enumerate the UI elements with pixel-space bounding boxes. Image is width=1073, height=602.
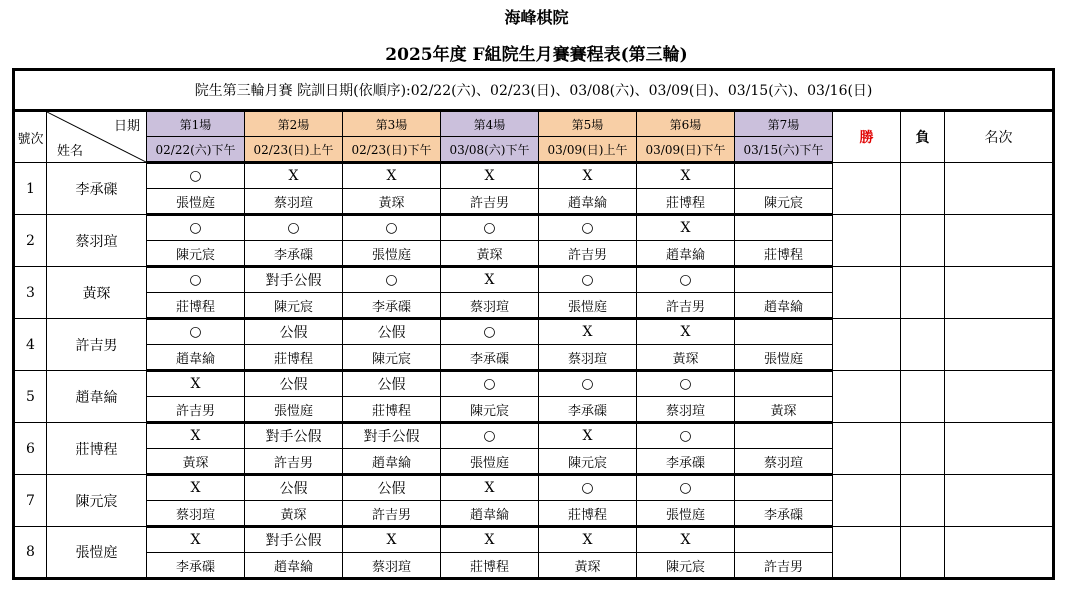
match-result <box>735 475 833 501</box>
match-result: ○ <box>343 267 441 293</box>
match-result: ○ <box>147 163 245 189</box>
opponent-name: 陳元宸 <box>147 241 245 267</box>
match-result: X <box>147 423 245 449</box>
schedule-subtitle: 2025年度 F組院生月賽賽程表(第三輪) <box>385 45 688 65</box>
rank-cell <box>945 423 1054 475</box>
match-result: ○ <box>147 319 245 345</box>
match-result: X <box>539 527 637 553</box>
opponent-name: 蔡羽瑄 <box>539 345 637 371</box>
match-result: X <box>539 319 637 345</box>
match-result <box>735 371 833 397</box>
match-result: ○ <box>637 475 735 501</box>
opponent-name: 黃琛 <box>441 241 539 267</box>
player-name: 陳元宸 <box>47 475 147 527</box>
match-result: ○ <box>147 267 245 293</box>
rank-cell <box>945 163 1054 215</box>
round-date: 03/09(日)上午 <box>539 137 637 163</box>
wins-cell <box>833 163 901 215</box>
opponent-name: 張愷庭 <box>539 293 637 319</box>
losses-cell <box>901 319 945 371</box>
round-date: 03/15(六)下午 <box>735 137 833 163</box>
losses-cell <box>901 371 945 423</box>
opponent-name: 許吉男 <box>539 241 637 267</box>
opponent-name: 陳元宸 <box>735 189 833 215</box>
opponent-name: 黃琛 <box>735 397 833 423</box>
wins-cell <box>833 475 901 527</box>
match-result: ○ <box>637 423 735 449</box>
match-result: 公假 <box>343 475 441 501</box>
player-number: 3 <box>14 267 47 319</box>
opponent-name: 李承磲 <box>245 241 343 267</box>
match-result: ○ <box>441 319 539 345</box>
losses-header: 負 <box>901 111 945 163</box>
rank-cell <box>945 215 1054 267</box>
player-name: 莊博程 <box>47 423 147 475</box>
wins-cell <box>833 371 901 423</box>
round-label: 第5場 <box>539 111 637 137</box>
rank-cell <box>945 527 1054 579</box>
wins-cell <box>833 527 901 579</box>
opponent-name: 李承磲 <box>735 501 833 527</box>
opponent-name: 趙韋綸 <box>735 293 833 319</box>
player-number: 4 <box>14 319 47 371</box>
match-result: ○ <box>441 215 539 241</box>
round-label: 第6場 <box>637 111 735 137</box>
opponent-name: 蔡羽瑄 <box>343 553 441 579</box>
round-label: 第2場 <box>245 111 343 137</box>
opponent-name: 莊博程 <box>539 501 637 527</box>
rank-cell <box>945 475 1054 527</box>
losses-cell <box>901 215 945 267</box>
opponent-name: 趙韋綸 <box>147 345 245 371</box>
opponent-name: 趙韋綸 <box>637 241 735 267</box>
match-result: 對手公假 <box>343 423 441 449</box>
rank-cell <box>945 371 1054 423</box>
opponent-name: 莊博程 <box>147 293 245 319</box>
match-result <box>735 215 833 241</box>
player-number: 6 <box>14 423 47 475</box>
losses-cell <box>901 267 945 319</box>
match-result: X <box>343 527 441 553</box>
match-result: X <box>637 163 735 189</box>
losses-cell <box>901 163 945 215</box>
player-name: 趙韋綸 <box>47 371 147 423</box>
opponent-name: 黃琛 <box>343 189 441 215</box>
player-name: 許吉男 <box>47 319 147 371</box>
match-result: ○ <box>539 267 637 293</box>
match-result: X <box>637 319 735 345</box>
round-label: 第7場 <box>735 111 833 137</box>
opponent-name: 趙韋綸 <box>245 553 343 579</box>
opponent-name: 蔡羽瑄 <box>735 449 833 475</box>
player-name: 蔡羽瑄 <box>47 215 147 267</box>
opponent-name: 陳元宸 <box>637 553 735 579</box>
rank-header: 名次 <box>945 111 1054 163</box>
match-result: ○ <box>539 475 637 501</box>
round-date: 02/23(日)上午 <box>245 137 343 163</box>
match-result: X <box>441 475 539 501</box>
round-date: 02/23(日)下午 <box>343 137 441 163</box>
name-label: 姓名 <box>57 144 84 159</box>
date-name-header <box>47 111 147 163</box>
match-result <box>735 267 833 293</box>
page-title: 海峰棋院 <box>504 8 569 27</box>
opponent-name: 張愷庭 <box>637 501 735 527</box>
wins-cell <box>833 319 901 371</box>
opponent-name: 陳元宸 <box>343 345 441 371</box>
player-name: 張愷庭 <box>47 527 147 579</box>
match-result: 公假 <box>245 475 343 501</box>
opponent-name: 陳元宸 <box>245 293 343 319</box>
match-result: ○ <box>441 423 539 449</box>
player-name: 黃琛 <box>47 267 147 319</box>
player-number: 2 <box>14 215 47 267</box>
wins-cell <box>833 423 901 475</box>
match-result: X <box>539 423 637 449</box>
match-result: X <box>245 163 343 189</box>
match-result: X <box>147 527 245 553</box>
round-label: 第4場 <box>441 111 539 137</box>
player-name: 李承磲 <box>47 163 147 215</box>
opponent-name: 陳元宸 <box>539 449 637 475</box>
losses-cell <box>901 475 945 527</box>
opponent-name: 蔡羽瑄 <box>441 293 539 319</box>
match-result: ○ <box>343 215 441 241</box>
opponent-name: 許吉男 <box>441 189 539 215</box>
opponent-name: 張愷庭 <box>735 345 833 371</box>
match-result: X <box>441 527 539 553</box>
schedule-table <box>12 68 1055 580</box>
match-result: 公假 <box>343 371 441 397</box>
match-result: 對手公假 <box>245 527 343 553</box>
match-result <box>735 319 833 345</box>
opponent-name: 蔡羽瑄 <box>245 189 343 215</box>
round-label: 第1場 <box>147 111 245 137</box>
match-result: ○ <box>637 267 735 293</box>
match-result: 公假 <box>245 371 343 397</box>
match-result: ○ <box>245 215 343 241</box>
opponent-name: 許吉男 <box>245 449 343 475</box>
opponent-name: 黃琛 <box>637 345 735 371</box>
opponent-name: 莊博程 <box>343 397 441 423</box>
player-number: 1 <box>14 163 47 215</box>
opponent-name: 莊博程 <box>441 553 539 579</box>
opponent-name: 張愷庭 <box>147 189 245 215</box>
opponent-name: 許吉男 <box>343 501 441 527</box>
rank-cell <box>945 267 1054 319</box>
losses-cell <box>901 527 945 579</box>
match-result: X <box>441 267 539 293</box>
match-result: ○ <box>539 371 637 397</box>
round-label: 第3場 <box>343 111 441 137</box>
match-result: X <box>343 163 441 189</box>
opponent-name: 許吉男 <box>147 397 245 423</box>
wins-header: 勝 <box>833 111 901 163</box>
opponent-name: 陳元宸 <box>441 397 539 423</box>
wins-cell <box>833 215 901 267</box>
opponent-name: 黃琛 <box>147 449 245 475</box>
match-result: ○ <box>147 215 245 241</box>
round-date: 03/08(六)下午 <box>441 137 539 163</box>
opponent-name: 莊博程 <box>637 189 735 215</box>
opponent-name: 張愷庭 <box>245 397 343 423</box>
match-result: X <box>147 371 245 397</box>
opponent-name: 李承磲 <box>343 293 441 319</box>
opponent-name: 莊博程 <box>245 345 343 371</box>
opponent-name: 李承磲 <box>147 553 245 579</box>
match-result: X <box>147 475 245 501</box>
round-date: 03/09(日)下午 <box>637 137 735 163</box>
match-result <box>735 527 833 553</box>
date-label: 日期 <box>113 119 140 134</box>
opponent-name: 黃琛 <box>539 553 637 579</box>
player-number: 5 <box>14 371 47 423</box>
opponent-name: 李承磲 <box>539 397 637 423</box>
opponent-name: 張愷庭 <box>441 449 539 475</box>
opponent-name: 張愷庭 <box>343 241 441 267</box>
opponent-name: 莊博程 <box>735 241 833 267</box>
match-result: X <box>539 163 637 189</box>
match-result: ○ <box>637 371 735 397</box>
match-result <box>735 163 833 189</box>
no-header: 號次 <box>14 111 47 163</box>
opponent-name: 趙韋綸 <box>539 189 637 215</box>
match-result: 對手公假 <box>245 267 343 293</box>
opponent-name: 許吉男 <box>735 553 833 579</box>
player-number: 7 <box>14 475 47 527</box>
opponent-name: 李承磲 <box>637 449 735 475</box>
match-result: ○ <box>539 215 637 241</box>
opponent-name: 蔡羽瑄 <box>637 397 735 423</box>
match-result: X <box>441 163 539 189</box>
opponent-name: 趙韋綸 <box>343 449 441 475</box>
match-result: 對手公假 <box>245 423 343 449</box>
player-number: 8 <box>14 527 47 579</box>
opponent-name: 黃琛 <box>245 501 343 527</box>
losses-cell <box>901 423 945 475</box>
match-result: 公假 <box>245 319 343 345</box>
match-result: X <box>637 215 735 241</box>
match-result: X <box>637 527 735 553</box>
opponent-name: 許吉男 <box>637 293 735 319</box>
match-result: 公假 <box>343 319 441 345</box>
opponent-name: 蔡羽瑄 <box>147 501 245 527</box>
wins-cell <box>833 267 901 319</box>
opponent-name: 趙韋綸 <box>441 501 539 527</box>
match-result <box>735 423 833 449</box>
match-result: ○ <box>441 371 539 397</box>
training-dates-info: 院生第三輪月賽 院訓日期(依順序):02/22(六)、02/23(日)、03/08(六)、03/09(日)、03/15(六)、03/16(日) <box>14 70 1054 111</box>
opponent-name: 李承磲 <box>441 345 539 371</box>
round-date: 02/22(六)下午 <box>147 137 245 163</box>
rank-cell <box>945 319 1054 371</box>
